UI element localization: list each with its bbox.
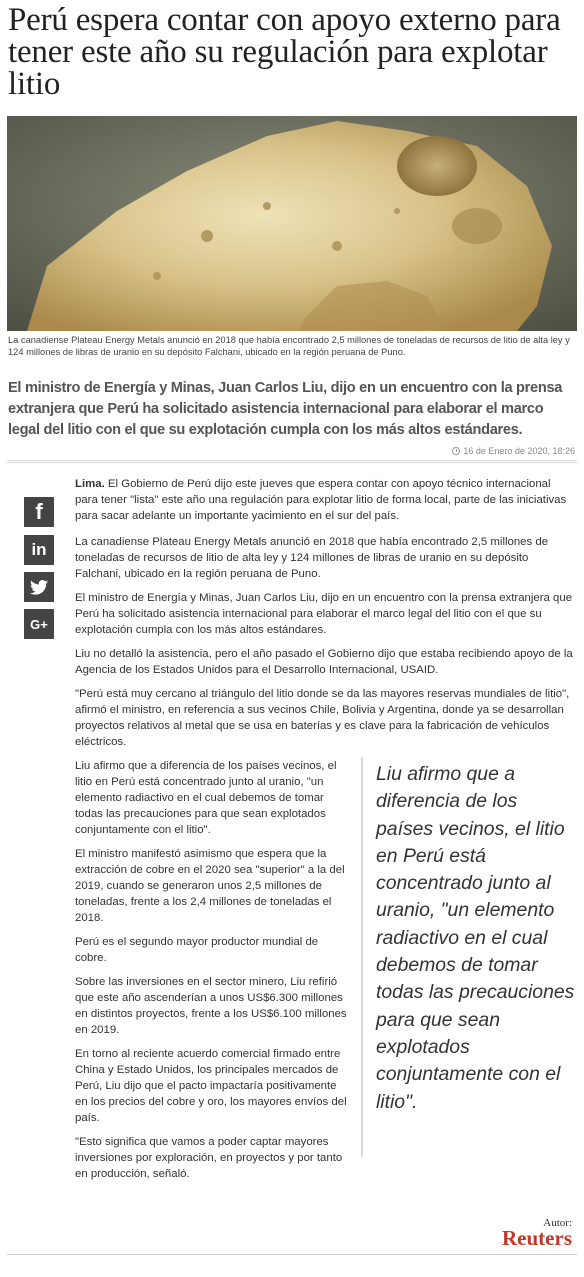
pullquote: Liu afirmo que a diferencia de los países vecinos, el litio en Perú está concentrado junto al uranio, "un elemento radiactivo en el cual debemos de tomar todas las precauciones para que sean explotados conjuntamente con el litio". xyxy=(376,763,575,1113)
twitter-share-button[interactable] xyxy=(24,572,54,602)
linkedin-icon: in xyxy=(31,540,47,559)
body-paragraph: "Perú está muy cercano al triángulo del litio donde se da las mayores reservas mundiales de litio", afirmó el ministro, en referencia a sus vecinos Chile, Bolivia y Argentina, donde ya se desarrollan proyectos relativos al metal que se usa en baterías y es clave para la fabricación de vehículos eléctricos. xyxy=(75,688,570,748)
divider xyxy=(7,462,577,463)
body-paragraph: El ministro de Energía y Minas, Juan Carlos Liu, dijo en un encuentro con la prensa extranjera que Perú ha solicitado asistencia internacional para elaborar el marco legal del litio con el que su explotación cumpla con los más altos estándares. xyxy=(75,592,573,636)
facebook-share-button[interactable] xyxy=(24,497,54,527)
body-paragraph: Liu afirmo que a diferencia de los países vecinos, el litio en Perú está concentrado junto al uranio, "un elemento radiactivo en el cual debemos de tomar todas las precauciones para que sean explotados conjuntamente con el litio". xyxy=(75,760,337,836)
publish-date xyxy=(452,446,575,456)
linkedin-share-button[interactable] xyxy=(24,535,54,565)
body-paragraph: El ministro manifestó asimismo que espera que la extracción de cobre en el 2020 sea "superior" a la del 2019, cuando se generaron unos 2,5 millones de toneladas, frente a los 2,4 millones de toneladas el 2018. xyxy=(75,848,345,924)
divider xyxy=(7,1254,577,1255)
pullquote-bar xyxy=(361,757,363,1157)
divider xyxy=(7,460,577,461)
photo-caption: La canadiense Plateau Energy Metals anunció en 2018 que había encontrado 2,5 millones de toneladas de recursos de litio de alta ley y 124 millones de libras de uranio en su depósito Falchani, ubicado en la región peruana de Puno. xyxy=(8,335,570,357)
twitter-icon xyxy=(30,580,48,595)
lithium-rock-photo xyxy=(7,116,577,331)
body-text: El Gobierno de Perú dijo este jueves que espera contar con apoyo técnico internacional para tener "lista" este año una regulación para explotar litio de forma local, parte de las iniciativas para sacar adelante un importante yacimiento en el sur del país. xyxy=(75,478,567,522)
article-headline: Perú espera contar con apoyo externo para tener este año su regulación para explotar litio xyxy=(8,2,561,102)
googleplus-icon: G+ xyxy=(30,616,48,632)
facebook-icon: f xyxy=(35,499,43,524)
publish-date-text: 16 de Enero de 2020, 18:26 xyxy=(463,446,575,456)
author-name: Reuters xyxy=(502,1226,572,1250)
body-paragraph: En torno al reciente acuerdo comercial firmado entre China y Estado Unidos, los principales mercados de Perú, Liu dijo que el pacto impactaría positivamente en los precios del cobre y oro, los mayores envíos del país. xyxy=(75,1048,347,1124)
body-paragraph: "Esto significa que vamos a poder captar mayores inversiones por exploración, en proyectos y por tanto en producción, señaló. xyxy=(75,1136,343,1180)
body-paragraph: Liu no detalló la asistencia, pero el año pasado el Gobierno dijo que estaba recibiendo apoyo de la Agencia de los Estados Unidos para el Desarrollo Internacional, USAID. xyxy=(75,648,573,676)
googleplus-share-button[interactable] xyxy=(24,609,54,639)
body-paragraph: Perú es el segundo mayor productor mundial de cobre. xyxy=(75,936,319,964)
body-paragraph: La canadiense Plateau Energy Metals anunció en 2018 que había encontrado 2,5 millones de toneladas de recursos de litio de alta ley y 124 millones de libras de uranio en su depósito Falchani, ubicado en la región peruana de Puno. xyxy=(75,536,549,580)
dateline: Lima. xyxy=(75,478,105,490)
clock-icon xyxy=(452,447,460,455)
article-lead: El ministro de Energía y Minas, Juan Carlos Liu, dijo en un encuentro con la prensa extranjera que Perú ha solicitado asistencia internacional para elaborar el marco legal del litio con el que su explotación cumpla con los más altos estándares. xyxy=(8,380,563,438)
body-paragraph: Sobre las inversiones en el sector minero, Liu refirió que este año ascenderían a unos US$6.300 millones en distintos proyectos, frente a los US$6.100 millones en 2019. xyxy=(75,976,347,1036)
body-paragraph xyxy=(75,476,576,524)
author-label: Autor: xyxy=(543,1217,572,1229)
